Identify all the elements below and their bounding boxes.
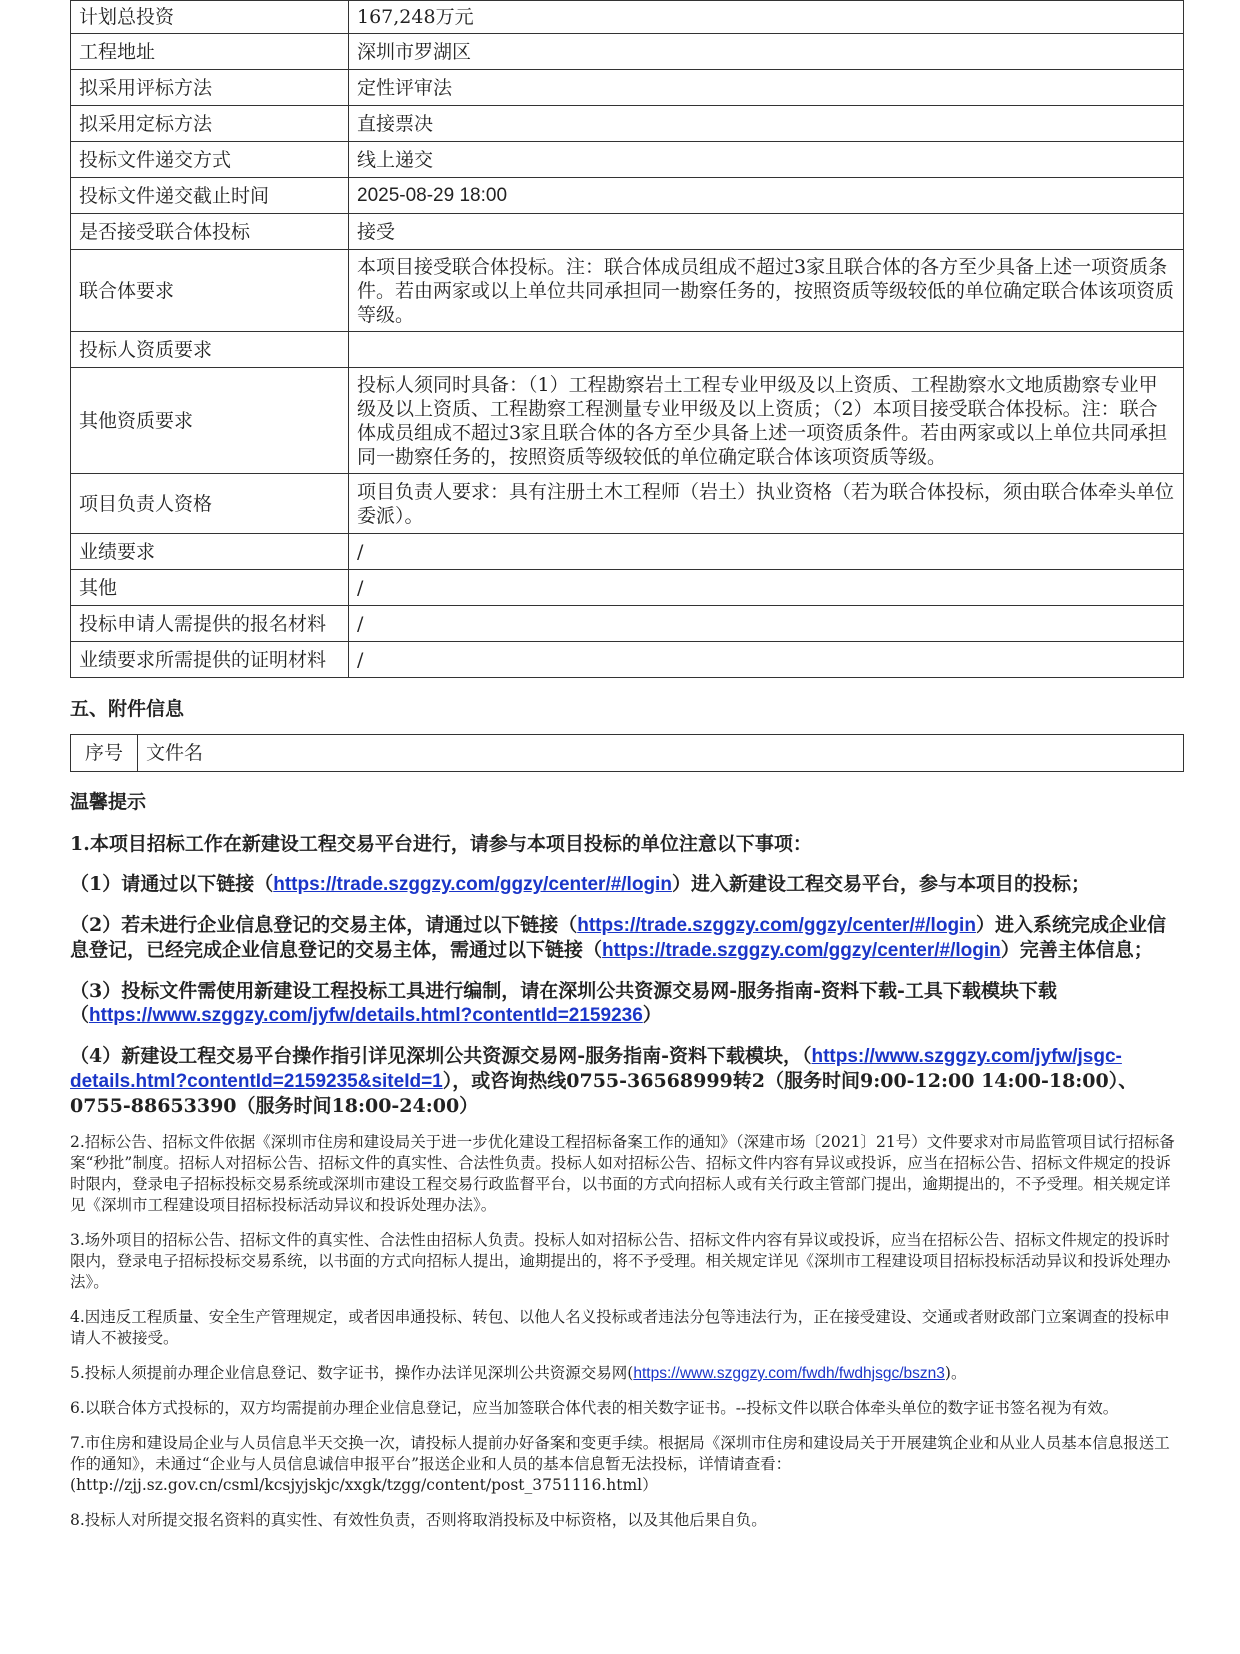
table-row	[71, 368, 1184, 474]
table-row	[71, 534, 1184, 570]
tip-1-3	[70, 979, 1184, 1028]
attachments-table	[70, 734, 1184, 772]
service-guide-link[interactable]: https://www.szggzy.com/fwdh/fwdhjsgc/bszn3	[633, 1365, 945, 1382]
table-row	[71, 570, 1184, 606]
row-label: 投标文件递交方式	[71, 142, 349, 178]
tip-text: ）进入系统完成企业信息登记，已经完成企业信息登记的交易主体，需通过以下链接（	[70, 914, 1166, 961]
tip-2: 2.招标公告、招标文件依据《深圳市住房和建设局关于进一步优化建设工程招标备案工作的通知》（深建市场〔2021〕21号）文件要求对市局监管项目试行招标备案“秒批”制度。招标人对招标公告、招标文件的真实性、合法性负责。投标人如对招标公告、招标文件内容有异议或投诉，应当在招标公告、招标文件规定的投诉时限内，登录电子招标投标交易系统或深圳市建设工程交易行政监督平台，以书面的方式向招标人或有关行政主管部门提出，逾期提出的，不予受理。相关规定详见《深圳市工程建设项目招标投标活动异议和投诉处理办法》。	[70, 1133, 1175, 1214]
table-row	[71, 142, 1184, 178]
row-value: 定性评审法	[349, 70, 1184, 106]
row-label: 拟采用评标方法	[71, 70, 349, 106]
row-label: 业绩要求所需提供的证明材料	[71, 642, 349, 678]
tip-7: 7.市住房和建设局企业与人员信息半天交换一次，请投标人提前办好备案和变更手续。根据局《深圳市住房和建设局关于开展建筑企业和从业人员基本信息报送工作的通知》，未通过“企业与人员信息诚信申报平台”报送企业和人员的基本信息暂无法投标，详情请查看：(http://zjj.sz.gov.cn/csml/kcsjyjskjc/xxgk/tzgg/content/post_3751116.html）	[70, 1434, 1170, 1494]
guide-link[interactable]: https://www.szggzy.com/jyfw/jsgc-details.html?contentId=2159235&siteId=1	[70, 1046, 1122, 1092]
row-value: 本项目接受联合体投标。注：联合体成员组成不超过3家且联合体的各方至少具备上述一项资质条件。若由两家或以上单位共同承担同一勘察任务的，按照资质等级较低的单位确定联合体该项资质等级。	[349, 250, 1184, 332]
table-row	[71, 178, 1184, 214]
tip-4: 4.因违反工程质量、安全生产管理规定，或者因串通投标、转包、以他人名义投标或者违法分包等违法行为，正在接受建设、交通或者财政部门立案调查的投标申请人不被接受。	[70, 1308, 1170, 1347]
tip-1-1	[70, 872, 1184, 897]
table-row	[71, 332, 1184, 368]
tip-8: 8.投标人对所提交报名资料的真实性、有效性负责，否则将取消投标及中标资格，以及其他后果自负。	[70, 1511, 767, 1529]
row-label: 其他资质要求	[71, 368, 349, 474]
row-value: 项目负责人要求：具有注册土木工程师（岩土）执业资格（若为联合体投标，须由联合体牵头单位委派）。	[349, 474, 1184, 534]
row-label: 是否接受联合体投标	[71, 214, 349, 250]
column-header-seq: 序号	[71, 735, 138, 772]
document-page	[70, 0, 1184, 1531]
tip-1-4	[70, 1044, 1184, 1118]
tip-text: )。	[944, 1364, 967, 1382]
table-row	[71, 106, 1184, 142]
attachments-section-title: 五、附件信息	[70, 698, 185, 720]
row-label: 拟采用定标方法	[71, 106, 349, 142]
row-label: 联合体要求	[71, 250, 349, 332]
column-header-filename: 文件名	[138, 735, 1184, 772]
table-row	[71, 70, 1184, 106]
tip-text: 5.投标人须提前办理企业信息登记、数字证书，操作办法详见深圳公共资源交易网(	[70, 1364, 634, 1382]
tip-6: 6.以联合体方式投标的，双方均需提前办理企业信息登记，应当加签联合体代表的相关数字证书。--投标文件以联合体牵头单位的数字证书签名视为有效。	[70, 1399, 1119, 1417]
tip-text: ）进入新建设工程交易平台，参与本项目的投标；	[671, 873, 1090, 895]
tip-1: 1.本项目招标工作在新建设工程交易平台进行，请参与本项目投标的单位注意以下事项：	[70, 833, 812, 855]
row-value: /	[349, 570, 1184, 606]
row-value: 167,248万元	[349, 1, 1184, 34]
row-value: /	[349, 534, 1184, 570]
row-value: /	[349, 606, 1184, 642]
tool-download-link[interactable]: https://www.szggzy.com/jyfw/details.html?contentId=2159236	[89, 1005, 643, 1026]
row-value: 线上递交	[349, 142, 1184, 178]
tips-title: 温馨提示	[70, 791, 147, 813]
tip-1-2	[70, 913, 1184, 963]
tip-text: ）完善主体信息；	[1000, 939, 1153, 961]
row-value: 2025-08-29 18:00	[349, 178, 1184, 214]
row-label: 工程地址	[71, 34, 349, 70]
table-row	[71, 1, 1184, 34]
tip-3: 3.场外项目的招标公告、招标文件的真实性、合法性由招标人负责。投标人如对招标公告、招标文件内容有异议或投诉，应当在招标公告、招标文件规定的投诉时限内，登录电子招标投标交易系统，以书面的方式向招标人提出，逾期提出的，将不予受理。相关规定详见《深圳市工程建设项目招标投标活动异议和投诉处理办法》。	[70, 1231, 1171, 1291]
tip-5	[70, 1363, 1184, 1384]
table-row	[71, 34, 1184, 70]
tip-text: （1）请通过以下链接（	[70, 873, 274, 895]
table-row	[71, 474, 1184, 534]
row-value: 深圳市罗湖区	[349, 34, 1184, 70]
tip-text: （2）若未进行企业信息登记的交易主体，请通过以下链接（	[70, 914, 578, 936]
row-label: 投标申请人需提供的报名材料	[71, 606, 349, 642]
row-label: 计划总投资	[71, 1, 349, 34]
row-value: 直接票决	[349, 106, 1184, 142]
table-row	[71, 642, 1184, 678]
table-row	[71, 606, 1184, 642]
row-value	[349, 332, 1184, 368]
row-value: /	[349, 642, 1184, 678]
row-value: 接受	[349, 214, 1184, 250]
login-link[interactable]: https://trade.szggzy.com/ggzy/center/#/login	[577, 915, 976, 936]
tip-text: ），或咨询热线0755-36568999转2（服务时间9:00-12:00 14:00-18:00）、0755-88653390（服务时间18:00-24:00）	[70, 1070, 1138, 1117]
row-value: 投标人须同时具备：（1）工程勘察岩土工程专业甲级及以上资质、工程勘察水文地质勘察专业甲级及以上资质、工程勘察工程测量专业甲级及以上资质；（2）本项目接受联合体投标。注：联合体成员组成不超过3家且联合体的各方至少具备上述一项资质条件。若由两家或以上单位共同承担同一勘察任务的，按照资质等级较低的单位确定联合体该项资质等级。	[349, 368, 1184, 474]
row-label: 项目负责人资格	[71, 474, 349, 534]
row-label: 其他	[71, 570, 349, 606]
tip-text: ）	[642, 1004, 662, 1026]
login-link[interactable]: https://trade.szggzy.com/ggzy/center/#/login	[602, 940, 1001, 961]
row-label: 投标文件递交截止时间	[71, 178, 349, 214]
table-row	[71, 214, 1184, 250]
row-label: 投标人资质要求	[71, 332, 349, 368]
table-header-row	[71, 735, 1184, 772]
tip-text: （3）投标文件需使用新建设工程投标工具进行编制，请在深圳公共资源交易网-服务指南-资料下载-工具下载模块下载（	[70, 980, 1057, 1026]
row-label: 业绩要求	[71, 534, 349, 570]
project-info-table	[70, 0, 1184, 678]
table-row	[71, 250, 1184, 332]
login-link[interactable]: https://trade.szggzy.com/ggzy/center/#/login	[273, 874, 672, 895]
tip-text: （4）新建设工程交易平台操作指引详见深圳公共资源交易网-服务指南-资料下载模块，（	[70, 1045, 812, 1067]
